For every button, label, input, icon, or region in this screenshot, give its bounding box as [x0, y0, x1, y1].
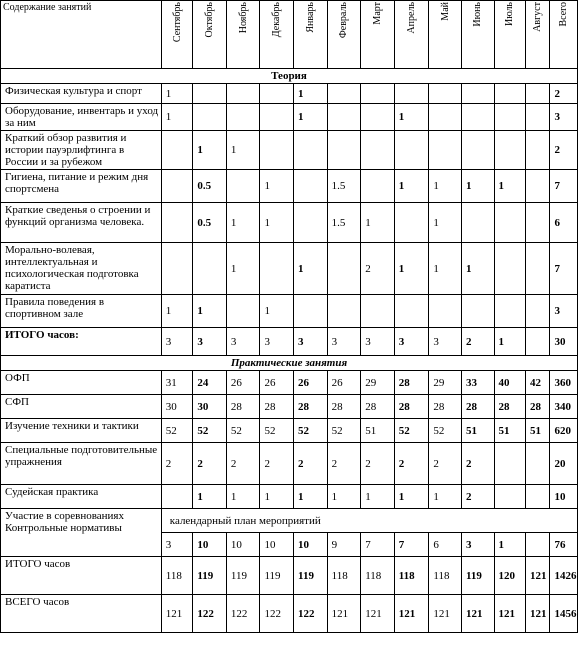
cell: 1456 [550, 595, 578, 633]
cell: 3 [461, 533, 494, 557]
cell [461, 295, 494, 328]
cell: 1 [260, 203, 294, 243]
cell: 1 [260, 485, 294, 509]
month-header [260, 1, 294, 69]
cell: 119 [193, 557, 227, 595]
cell: 121 [461, 595, 494, 633]
competitions-calendar-note: календарный план мероприятий [161, 509, 577, 533]
vsego-row [1, 595, 578, 633]
cell: 9 [327, 533, 361, 557]
cell: 1 [294, 104, 328, 131]
cell [494, 295, 526, 328]
cell: 26 [260, 371, 294, 395]
row-label: Краткий обзор развития и истории пауэрлифтинга в России и за рубежом [1, 131, 162, 170]
month-label: Март [371, 2, 383, 25]
cell [294, 203, 328, 243]
cell: 2 [226, 443, 260, 485]
cell: 1.5 [327, 203, 361, 243]
month-header [226, 1, 260, 69]
cell: 119 [226, 557, 260, 595]
row-label: Оборудование, инвентарь и уход за ним [1, 104, 162, 131]
cell: 10 [550, 485, 578, 509]
cell [526, 533, 550, 557]
section-practice-title: Практические занятия [1, 356, 578, 371]
cell: 119 [461, 557, 494, 595]
month-label: Июнь [472, 2, 484, 27]
month-header [327, 1, 361, 69]
month-label: Февраль [338, 2, 350, 39]
cell: 120 [494, 557, 526, 595]
practice-row [1, 485, 578, 509]
cell: 3 [550, 104, 578, 131]
row-label: ИТОГО часов: [1, 328, 162, 356]
cell [260, 131, 294, 170]
row-label: ИТОГО часов [1, 557, 162, 595]
cell: 118 [161, 557, 193, 595]
month-label: Июль [504, 2, 516, 26]
cell: 1 [394, 104, 429, 131]
row-label: Гигиена, питание и режим дня спортсмена [1, 170, 162, 203]
cell: 1 [429, 243, 462, 295]
cell [394, 203, 429, 243]
cell: 1 [361, 203, 395, 243]
cell [526, 295, 550, 328]
cell: 121 [526, 595, 550, 633]
cell [494, 131, 526, 170]
cell: 2 [461, 443, 494, 485]
cell: 122 [193, 595, 227, 633]
cell [193, 104, 227, 131]
cell: 20 [550, 443, 578, 485]
practice-row [1, 443, 578, 485]
competitions-label-1: Участие в соревнованиях [5, 510, 124, 522]
cell [394, 295, 429, 328]
cell: 122 [260, 595, 294, 633]
month-header [294, 1, 328, 69]
month-label: Май [439, 2, 451, 21]
cell: 1 [494, 533, 526, 557]
cell: 360 [550, 371, 578, 395]
cell: 31 [161, 371, 193, 395]
cell: 1 [161, 295, 193, 328]
cell [494, 443, 526, 485]
cell [294, 170, 328, 203]
cell: 2 [461, 328, 494, 356]
cell [327, 104, 361, 131]
cell: 121 [327, 595, 361, 633]
cell: 2 [461, 485, 494, 509]
row-label: Физическая культура и спорт [1, 84, 162, 104]
row-label: СФП [1, 395, 162, 419]
cell: 1 [193, 131, 227, 170]
cell: 1 [294, 84, 328, 104]
cell: 28 [526, 395, 550, 419]
cell: 1 [394, 485, 429, 509]
month-header [494, 1, 526, 69]
section-theory-title: Теория [1, 69, 578, 84]
header-row [1, 1, 578, 69]
cell: 29 [429, 371, 462, 395]
month-label: Всего [558, 2, 570, 27]
cell: 1 [429, 485, 462, 509]
cell: 3 [394, 328, 429, 356]
cell: 1 [226, 131, 260, 170]
month-header [161, 1, 193, 69]
cell: 51 [494, 419, 526, 443]
cell [429, 131, 462, 170]
cell [526, 485, 550, 509]
cell: 52 [226, 419, 260, 443]
competitions-label-2: Контрольные нормативы [5, 522, 122, 534]
cell [461, 203, 494, 243]
cell: 1 [361, 485, 395, 509]
cell: 1 [226, 243, 260, 295]
cell: 620 [550, 419, 578, 443]
cell: 2 [294, 443, 328, 485]
practice-row [1, 371, 578, 395]
cell: 28 [394, 371, 429, 395]
cell: 2 [550, 131, 578, 170]
cell: 28 [461, 395, 494, 419]
cell: 121 [361, 595, 395, 633]
cell: 28 [494, 395, 526, 419]
month-label: Октябрь [204, 2, 216, 38]
cell: 28 [327, 395, 361, 419]
cell: 118 [361, 557, 395, 595]
cell: 28 [429, 395, 462, 419]
cell: 52 [394, 419, 429, 443]
cell: 10 [294, 533, 328, 557]
cell: 1 [461, 243, 494, 295]
cell: 2 [429, 443, 462, 485]
cell: 52 [260, 419, 294, 443]
cell: 2 [394, 443, 429, 485]
cell: 51 [361, 419, 395, 443]
cell: 3 [550, 295, 578, 328]
cell: 6 [429, 533, 462, 557]
cell [494, 485, 526, 509]
row-label: Правила поведения в спортивном зале [1, 295, 162, 328]
theory-row [1, 203, 578, 243]
cell [494, 203, 526, 243]
month-label: Декабрь [271, 2, 283, 38]
cell: 0.5 [193, 170, 227, 203]
cell: 1.5 [327, 170, 361, 203]
row-label: Краткие сведенья о строении и функций организма человека. [1, 203, 162, 243]
cell: 1 [394, 243, 429, 295]
cell [526, 131, 550, 170]
cell: 3 [294, 328, 328, 356]
cell [260, 104, 294, 131]
cell: 7 [361, 533, 395, 557]
cell: 26 [294, 371, 328, 395]
cell: 7 [550, 170, 578, 203]
cell [494, 243, 526, 295]
month-header [550, 1, 578, 69]
cell [526, 104, 550, 131]
cell: 30 [550, 328, 578, 356]
cell [526, 170, 550, 203]
cell: 40 [494, 371, 526, 395]
cell [193, 243, 227, 295]
cell: 1 [294, 485, 328, 509]
cell [260, 84, 294, 104]
cell: 6 [550, 203, 578, 243]
cell: 10 [193, 533, 227, 557]
cell: 121 [494, 595, 526, 633]
cell [294, 295, 328, 328]
cell [394, 131, 429, 170]
month-label: Апрель [406, 2, 418, 34]
cell [429, 104, 462, 131]
competitions-row [1, 509, 578, 533]
cell [226, 295, 260, 328]
cell: 121 [161, 595, 193, 633]
cell: 28 [226, 395, 260, 419]
cell: 1426 [550, 557, 578, 595]
cell: 28 [260, 395, 294, 419]
cell: 1 [226, 485, 260, 509]
month-label: Ноябрь [237, 2, 249, 34]
row-label: Специальные подготовительные упражнения [1, 443, 162, 485]
cell: 3 [361, 328, 395, 356]
header-content-label: Содержание занятий [1, 1, 162, 69]
cell: 1 [193, 295, 227, 328]
month-header [361, 1, 395, 69]
cell: 26 [327, 371, 361, 395]
cell: 30 [161, 395, 193, 419]
cell [361, 84, 395, 104]
cell [526, 328, 550, 356]
cell [226, 104, 260, 131]
cell [294, 131, 328, 170]
cell [361, 170, 395, 203]
month-header [461, 1, 494, 69]
cell [226, 84, 260, 104]
cell [429, 295, 462, 328]
cell: 51 [526, 419, 550, 443]
cell: 119 [260, 557, 294, 595]
row-label: Судейская практика [1, 485, 162, 509]
cell: 30 [193, 395, 227, 419]
cell: 1 [394, 170, 429, 203]
cell [260, 243, 294, 295]
cell [161, 170, 193, 203]
theory-row [1, 104, 578, 131]
cell: 52 [429, 419, 462, 443]
month-header [526, 1, 550, 69]
cell: 7 [550, 243, 578, 295]
cell: 3 [161, 533, 193, 557]
cell: 340 [550, 395, 578, 419]
cell [327, 243, 361, 295]
cell [526, 84, 550, 104]
row-label: Изучение техники и тактики [1, 419, 162, 443]
cell: 1 [429, 203, 462, 243]
month-header [193, 1, 227, 69]
cell: 0.5 [193, 203, 227, 243]
cell: 2 [161, 443, 193, 485]
section-practice [1, 356, 578, 371]
cell: 7 [394, 533, 429, 557]
cell: 10 [226, 533, 260, 557]
cell [161, 131, 193, 170]
cell: 52 [294, 419, 328, 443]
cell: 1 [260, 170, 294, 203]
cell: 1 [494, 170, 526, 203]
cell: 1 [494, 328, 526, 356]
row-label: ОФП [1, 371, 162, 395]
cell: 118 [327, 557, 361, 595]
cell [394, 84, 429, 104]
cell: 51 [461, 419, 494, 443]
cell: 3 [193, 328, 227, 356]
cell [193, 84, 227, 104]
cell: 1 [193, 485, 227, 509]
cell: 2 [327, 443, 361, 485]
cell [461, 104, 494, 131]
cell: 1 [429, 170, 462, 203]
competitions-label [1, 509, 162, 557]
cell: 28 [361, 395, 395, 419]
cell: 1 [161, 104, 193, 131]
cell: 118 [394, 557, 429, 595]
cell: 1 [161, 84, 193, 104]
cell: 2 [193, 443, 227, 485]
cell: 52 [193, 419, 227, 443]
cell [226, 170, 260, 203]
cell: 121 [429, 595, 462, 633]
cell: 3 [226, 328, 260, 356]
theory-row [1, 243, 578, 295]
cell: 3 [327, 328, 361, 356]
practice-row [1, 395, 578, 419]
theory-row [1, 170, 578, 203]
cell: 3 [260, 328, 294, 356]
table-body [1, 1, 578, 633]
month-header [429, 1, 462, 69]
cell: 119 [294, 557, 328, 595]
cell: 10 [260, 533, 294, 557]
cell [526, 243, 550, 295]
cell: 42 [526, 371, 550, 395]
cell: 3 [429, 328, 462, 356]
cell [161, 485, 193, 509]
cell: 24 [193, 371, 227, 395]
cell [494, 104, 526, 131]
cell [327, 131, 361, 170]
cell: 118 [429, 557, 462, 595]
cell [161, 243, 193, 295]
cell: 28 [394, 395, 429, 419]
cell [361, 104, 395, 131]
theory-row [1, 295, 578, 328]
cell [526, 203, 550, 243]
cell [361, 131, 395, 170]
cell: 122 [294, 595, 328, 633]
cell [361, 295, 395, 328]
cell: 2 [361, 443, 395, 485]
cell: 2 [260, 443, 294, 485]
cell [161, 203, 193, 243]
cell: 26 [226, 371, 260, 395]
cell [429, 84, 462, 104]
cell [461, 84, 494, 104]
theory-row [1, 84, 578, 104]
row-label: ВСЕГО часов [1, 595, 162, 633]
theory-row [1, 131, 578, 170]
cell: 3 [161, 328, 193, 356]
cell: 1 [461, 170, 494, 203]
cell: 121 [526, 557, 550, 595]
cell: 29 [361, 371, 395, 395]
cell: 1 [260, 295, 294, 328]
cell: 52 [161, 419, 193, 443]
cell [526, 443, 550, 485]
month-label: Август [532, 2, 544, 32]
itogo-row [1, 557, 578, 595]
cell [327, 295, 361, 328]
cell: 33 [461, 371, 494, 395]
month-header [394, 1, 429, 69]
cell [327, 84, 361, 104]
cell: 121 [394, 595, 429, 633]
cell: 2 [550, 84, 578, 104]
cell: 52 [327, 419, 361, 443]
cell: 1 [226, 203, 260, 243]
month-label: Январь [304, 2, 316, 33]
cell: 2 [361, 243, 395, 295]
cell [461, 131, 494, 170]
theory-total-row [1, 328, 578, 356]
cell [494, 84, 526, 104]
cell: 1 [327, 485, 361, 509]
cell: 122 [226, 595, 260, 633]
row-label: Морально-волевая, интеллектуальная и психологическая подготовка каратиста [1, 243, 162, 295]
cell: 28 [294, 395, 328, 419]
cell: 1 [294, 243, 328, 295]
month-label: Сентябрь [171, 2, 183, 43]
practice-row [1, 419, 578, 443]
section-theory [1, 69, 578, 84]
cell: 76 [550, 533, 578, 557]
